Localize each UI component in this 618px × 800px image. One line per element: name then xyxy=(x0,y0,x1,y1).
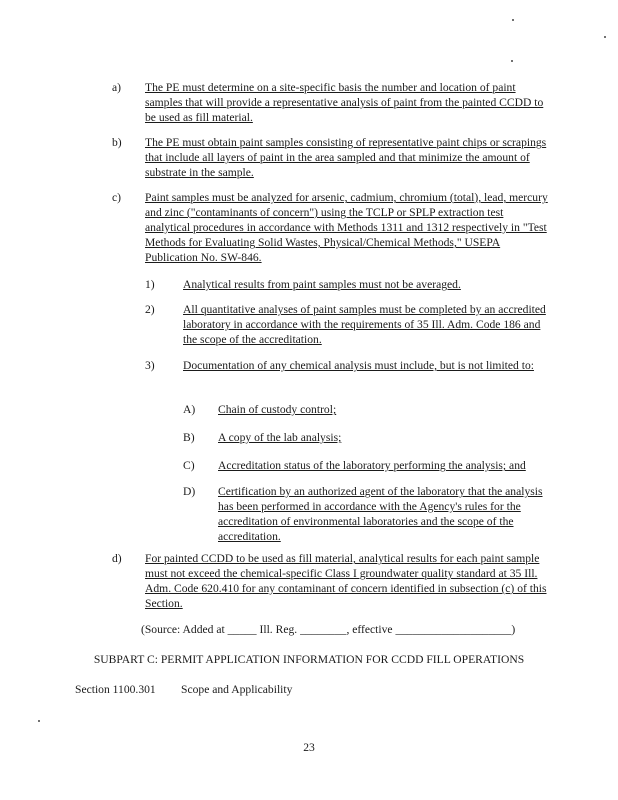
section-number: Section 1100.301 xyxy=(75,683,156,696)
clause-a-label: A) xyxy=(183,403,196,416)
subparagraph-c3-text: Documentation of any chemical analysis must include, but is not limited to: xyxy=(183,359,534,372)
clause-a-text: Chain of custody control; xyxy=(218,403,337,416)
paragraph-a-label: a) xyxy=(112,81,122,94)
subparagraph-c1-text: Analytical results from paint samples must not be averaged. xyxy=(183,278,461,291)
subpart-heading: SUBPART C: PERMIT APPLICATION INFORMATION FOR CCDD FILL OPERATIONS xyxy=(93,653,525,666)
paragraph-b-label: b) xyxy=(112,136,122,149)
scan-speck xyxy=(38,720,40,722)
paragraph-c-label: c) xyxy=(112,191,122,204)
scan-speck xyxy=(604,36,606,38)
paragraph-d-label: d) xyxy=(112,552,122,565)
subparagraph-c2-text: All quantitative analyses of paint samples must be completed by an accredited laboratory in accordance with the requirements of 35 Ill. Adm. Code 186 and the scope of the accreditation. xyxy=(183,303,546,346)
paragraph-c-text: Paint samples must be analyzed for arsenic, cadmium, chromium (total), lead, mercury and zinc ("contaminants of concern") using the TCLP or SPLP extraction test analytical procedures in accordance with Methods 1311 and 1312 respectively in "Test Methods for Evaluating Solid Wastes, Physical/Chemical Methods," USEPA Publication No. SW-846. xyxy=(145,191,548,264)
clause-d-text: Certification by an authorized agent of the laboratory that the analysis has been performed in accordance with the Agency's rules for the accreditation of environmental laboratories and the scope of the accreditation. xyxy=(218,485,543,543)
clause-c-text: Accreditation status of the laboratory performing the analysis; and xyxy=(218,459,526,472)
paragraph-a-text: The PE must determine on a site-specific basis the number and location of paint samples that will provide a representative analysis of paint from the painted CCDD to be used as fill material. xyxy=(145,81,544,124)
page-number: 23 xyxy=(303,741,315,754)
subparagraph-c1-label: 1) xyxy=(145,278,155,291)
clause-c-label: C) xyxy=(183,459,195,472)
subparagraph-c2-label: 2) xyxy=(145,303,155,316)
paragraph-b-text: The PE must obtain paint samples consisting of representative paint chips or scrapings that include all layers of paint in the area sampled and that minimize the amount of substrate in the sample. xyxy=(145,136,547,179)
clause-b-text: A copy of the lab analysis; xyxy=(218,431,342,444)
clause-b-label: B) xyxy=(183,431,195,444)
subparagraph-c3-label: 3) xyxy=(145,359,155,372)
scan-speck xyxy=(512,19,514,21)
clause-d-label: D) xyxy=(183,485,196,498)
scan-speck xyxy=(511,60,513,62)
source-note: (Source: Added at _____ Ill. Reg. ________, effective ____________________) xyxy=(141,623,516,636)
paragraph-d-text: For painted CCDD to be used as fill material, analytical results for each paint sample must not exceed the chemical-specific Class I groundwater quality standard at 35 Ill. Adm. Code 620.410 for any contaminant of concern identified in subsection (c) of this Section. xyxy=(145,552,547,610)
section-title: Scope and Applicability xyxy=(181,683,293,696)
